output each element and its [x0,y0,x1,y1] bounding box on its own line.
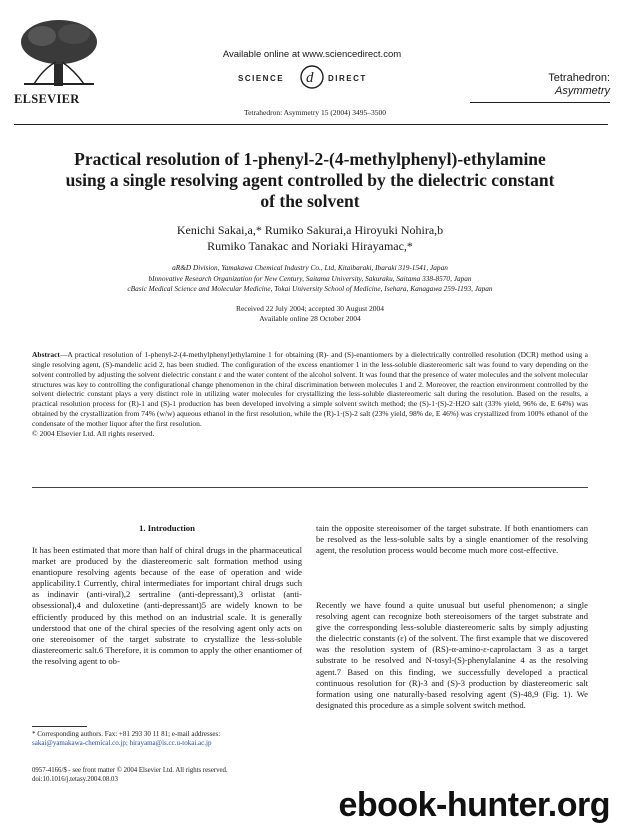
author-list [60,222,560,254]
journal-subname: Asymmetry [555,85,610,97]
footnote-divider [32,726,87,727]
watermark: ebook-hunter.org [338,786,610,824]
footnote-text: * Corresponding authors. Fax: +81 293 30 11 81; e-mail addresses: [32,730,221,738]
journal-name: Tetrahedron: [548,72,610,84]
sciencedirect-logo [238,62,386,92]
journal-name-block [470,72,610,98]
abstract-label: Abstract [32,350,60,359]
header-divider [14,124,608,125]
intro-paragraph-right-1: tain the opposite stereoisomer of the target substrate. If both enantiomers can be resolved as the less-soluble salts by a single enantiomer of the resolving agent, the resolution process would become much more cost-effective. [316,523,588,556]
copyright: © 2004 Elsevier Ltd. All rights reserved. [32,428,155,438]
intro-paragraph-right-2: Recently we have found a quite unusual but useful phenomenon; a single resolving agent can recognize both stereoisomers of the target substrate and give the corresponding less-soluble diastereomeric salts by simply adjusting the dielectric constants (ε) of the solvent. The first example that we discovered was the resolution system of (RS)-α-amino-ε-caprolactam 3 as a target substrate to be resolved and N-tosyl-(S)-phenylalanine 4 as the resolving agent.7 Based on this finding, we successfully developed a practical continuous resolution for (R)-3 and (S)-3 production by diastereomeric salt formation using one naturally-based resolving agent (S)-48,9 (Fig. 1). We designated this procedure as a simple solvent switch method. [316,600,588,710]
doi-line[interactable]: doi:10.1016/j.tetasy.2004.08.03 [32,776,118,783]
abstract-divider [32,487,588,488]
footnote-emails[interactable]: sakai@yamakawa-chemical.co.jp; hirayama@is.cc.u-tokai.ac.jp [32,739,212,747]
affiliation-b: bInnovative Research Organization for New Century, Saitama University, Sakuraku, Saitama 338-8570, Japan [148,273,472,283]
svg-text:d: d [306,70,314,86]
issn-line-1: 0957-4166/$ - see front matter © 2004 Elsevier Ltd. All rights reserved. [32,767,228,774]
authors-line-1: Kenichi Sakai,a,* Rumiko Sakurai,a Hiroyuki Nohira,b [176,223,444,237]
abstract [32,350,588,439]
article-dates [60,304,560,324]
available-online-text: Available online at www.sciencedirect.com [222,49,402,60]
abstract-text: —A practical resolution of 1-phenyl-2-(4-methylphenyl)ethylamine 1 for obtaining (R)- and (S)-enantiomers by a dielectrically controlled resolution (DCR) method using a single resolving agent, (S)-mandelic acid 2, has been studied. The configuration of the excess enantiomer 1 in the less-soluble diastereomeric salt was found to vary depending on the solvent controlled by adjusting the solvent dielectric constant ε and the water content of the alcohol solvent. It was found that the presence of water molecules and the solvent molecular structures was key to controlling the configurational change phenomenon in the chiral discrimination between molecules 1 and 2. Moreover, the reaction environment controlled by the solvent dielectric constant plays a very distinct role in utilizing water molecules for crystallizing the less-soluble diastereomeric salt during the resolution. Based on the results, a practical resolution process for (R)-1 and (S)-1 production has been developed involving a simple solvent switch method; the (S)-1·(S)-2·H2O salt (33% yield, 96% de, E 64%) was obtained by the crystallization from 74% (w/w) aqueous ethanol in the first resolution, while the (R)-1·(S)-2 salt (23% yield, 98% de, E 46%) was crystallized from 100% ethanol of the condensate of the mother liquor after the first resolution. [32,350,588,428]
affiliation-c: cBasic Medical Science and Molecular Medicine, Tokai University School of Medicine, Isehara, Kanagawa 259-1193, Japan [127,284,493,294]
section-heading: 1. Introduction [139,523,195,533]
elsevier-tree-logo [14,18,104,88]
affiliation-a: aR&D Division, Yamakawa Chemical Industry Co., Ltd, Kitaibaraki, Ibaraki 319-1541, Japan [172,263,448,272]
corresponding-footnote [32,730,302,748]
online-date: Available online 28 October 2004 [259,314,361,323]
intro-paragraph-left: It has been estimated that more than half of chiral drugs in the pharmaceutical market are produced by the diastereomeric salt formation method using enantiopure resolving agents because of the ease of operation and wide applicability.1 Currently, chiral intermediates for important chiral drugs such as indinavir (anti-viral),2 sertraline (anti-depressant),3 orlistat (anti-obsessional),4 and duloxetine (anti-depressant)5 are widely known to be efficiently produced by this method on an industrial scale. It is generally understood that one of the chiral species of the resolving agent only acts on one stereoisomer of the target substrate to crystallize the less-soluble diastereomeric salt.6 Therefore, it is common to apply the other enantiomer of the resolving agent to ob- [32,545,302,666]
article-title: Practical resolution of 1-phenyl-2-(4-methylphenyl)-ethylamine using a single resolving agent controlled by the dielectric constant of the solvent [65,149,555,211]
authors-line-2: Rumiko Tanakac and Noriaki Hirayamac,* [207,239,413,253]
sd-logo-right-text: DIRECT [328,74,367,83]
journal-citation: Tetrahedron: Asymmetry 15 (2004) 3495–3500 [244,108,386,117]
sd-logo-left-text: SCIENCE [238,74,285,83]
publisher-name: ELSEVIER [14,92,80,106]
received-date: Received 22 July 2004; accepted 30 August 2004 [235,304,385,313]
issn-line [32,766,312,784]
journal-divider [470,102,610,103]
affiliations [20,263,600,295]
